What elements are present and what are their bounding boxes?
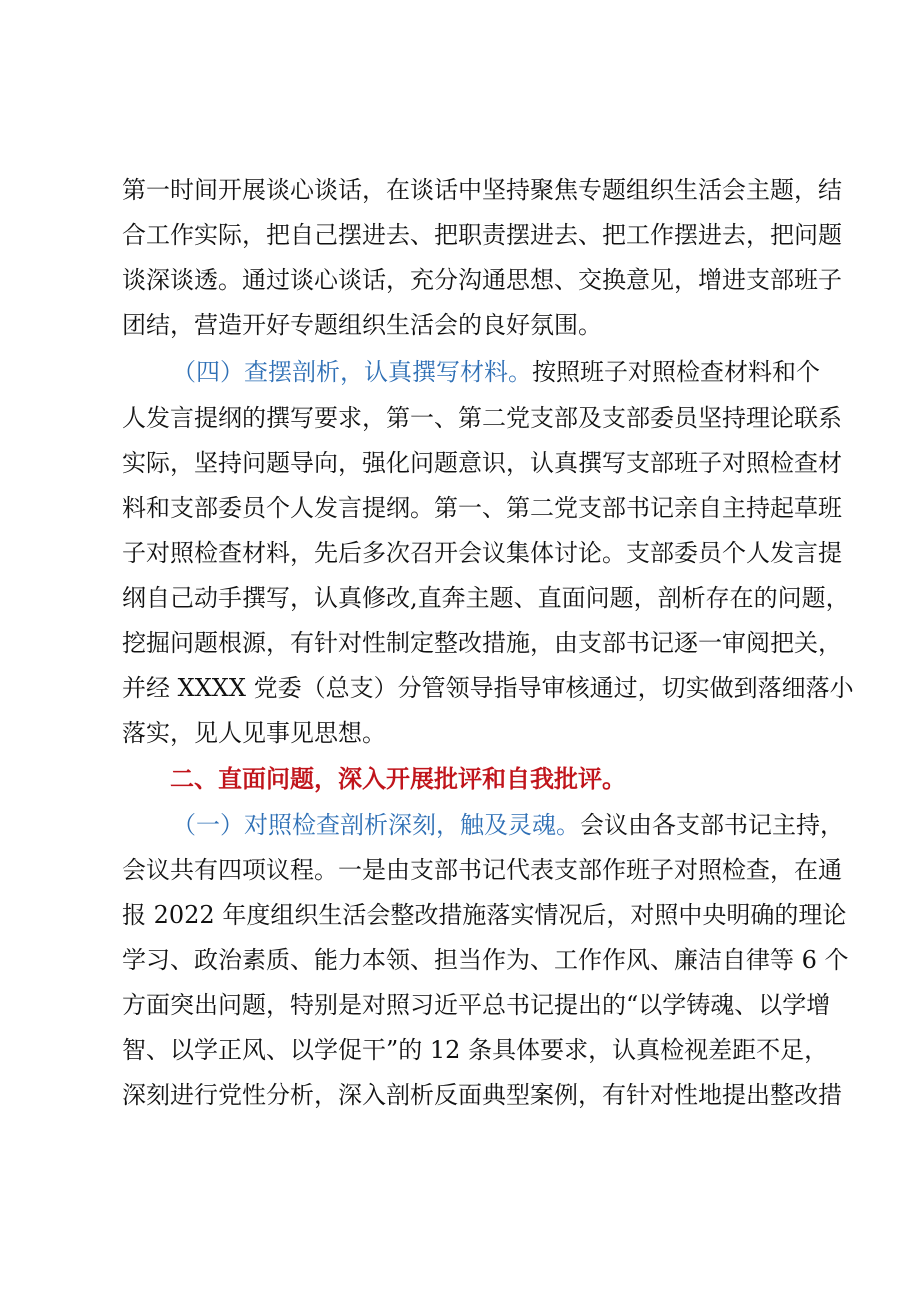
text-line: 实际，坚持问题导向，强化问题意识，认真撰写支部班子对照检查材 — [122, 449, 842, 477]
paragraph-line — [0, 983, 920, 1027]
text-line: 报 2022 年度组织生活会整改措施落实情况后，对照中央明确的理论 — [122, 901, 847, 929]
text-line: 并经 XXXX 党委（总支）分管领导指导审核通过，切实做到落细落小 — [122, 674, 854, 702]
paragraph-line — [0, 441, 920, 485]
paragraph-line — [0, 576, 920, 620]
text-line: 子对照检查材料，先后多次召开会议集体讨论。支部委员个人发言提 — [122, 539, 842, 567]
paragraph-line — [0, 1073, 920, 1117]
text-line: 团结，营造开好专题组织生活会的良好氛围。 — [122, 311, 602, 339]
section-heading: 二、直面问题，深入开展批评和自我批评。 — [170, 765, 626, 793]
text-line: 料和支部委员个人发言提纲。第一、第二党支部书记亲自主持起草班 — [122, 494, 842, 522]
text-line: 学习、政治素质、能力本领、担当作为、工作作风、廉洁自律等 6 个 — [122, 946, 849, 974]
section-subtitle: （四）查摆剖析，认真撰写材料。 — [172, 358, 532, 386]
paragraph-line — [0, 893, 920, 937]
paragraph-line — [0, 303, 920, 347]
text-line: 合工作实际，把自己摆进去、把职责摆进去、把工作摆进去，把问题 — [122, 221, 842, 249]
text-line: 纲自己动手撰写，认真修改,直奔主题、直面问题，剖析存在的问题， — [122, 584, 850, 612]
section-subtitle: （一）对照检查剖析深刻，触及灵魂。 — [172, 811, 580, 839]
paragraph-line — [0, 531, 920, 575]
paragraph-line — [0, 396, 920, 440]
section-heading-line — [0, 757, 920, 801]
paragraph-line — [0, 1028, 920, 1072]
paragraph-line — [0, 711, 920, 755]
text-line: 会议共有四项议程。一是由支部书记代表支部作班子对照检查，在通 — [122, 856, 842, 884]
text-line: 方面突出问题，特别是对照习近平总书记提出的“以学铸魂、以学增 — [122, 991, 831, 1019]
text-line: 落实，见人见事见思想。 — [122, 719, 386, 747]
paragraph-line — [0, 168, 920, 212]
paragraph-line — [0, 258, 920, 302]
text-line: 深刻进行党性分析，深入剖析反面典型案例，有针对性地提出整改措 — [122, 1081, 842, 1109]
paragraph-line — [0, 666, 920, 710]
text-line: 谈深谈透。通过谈心谈话，充分沟通思想、交换意见，增进支部班子 — [122, 266, 842, 294]
paragraph-line — [0, 350, 920, 394]
text-line: 智、以学正风、以学促干”的 12 条具体要求，认真检视差距不足， — [122, 1036, 829, 1064]
paragraph-line — [0, 621, 920, 665]
paragraph-line — [0, 803, 920, 847]
text-line: 按照班子对照检查材料和个 — [532, 358, 820, 386]
text-line: 第一时间开展谈心谈话，在谈话中坚持聚焦专题组织生活会主题，结 — [122, 176, 842, 204]
paragraph-line — [0, 486, 920, 530]
text-line: 人发言提纲的撰写要求，第一、第二党支部及支部委员坚持理论联系 — [122, 404, 842, 432]
paragraph-line — [0, 848, 920, 892]
paragraph-line — [0, 213, 920, 257]
text-line: 挖掘问题根源，有针对性制定整改措施，由支部书记逐一审阅把关， — [122, 629, 842, 657]
text-line: 会议由各支部书记主持， — [580, 811, 844, 839]
paragraph-line — [0, 938, 920, 982]
